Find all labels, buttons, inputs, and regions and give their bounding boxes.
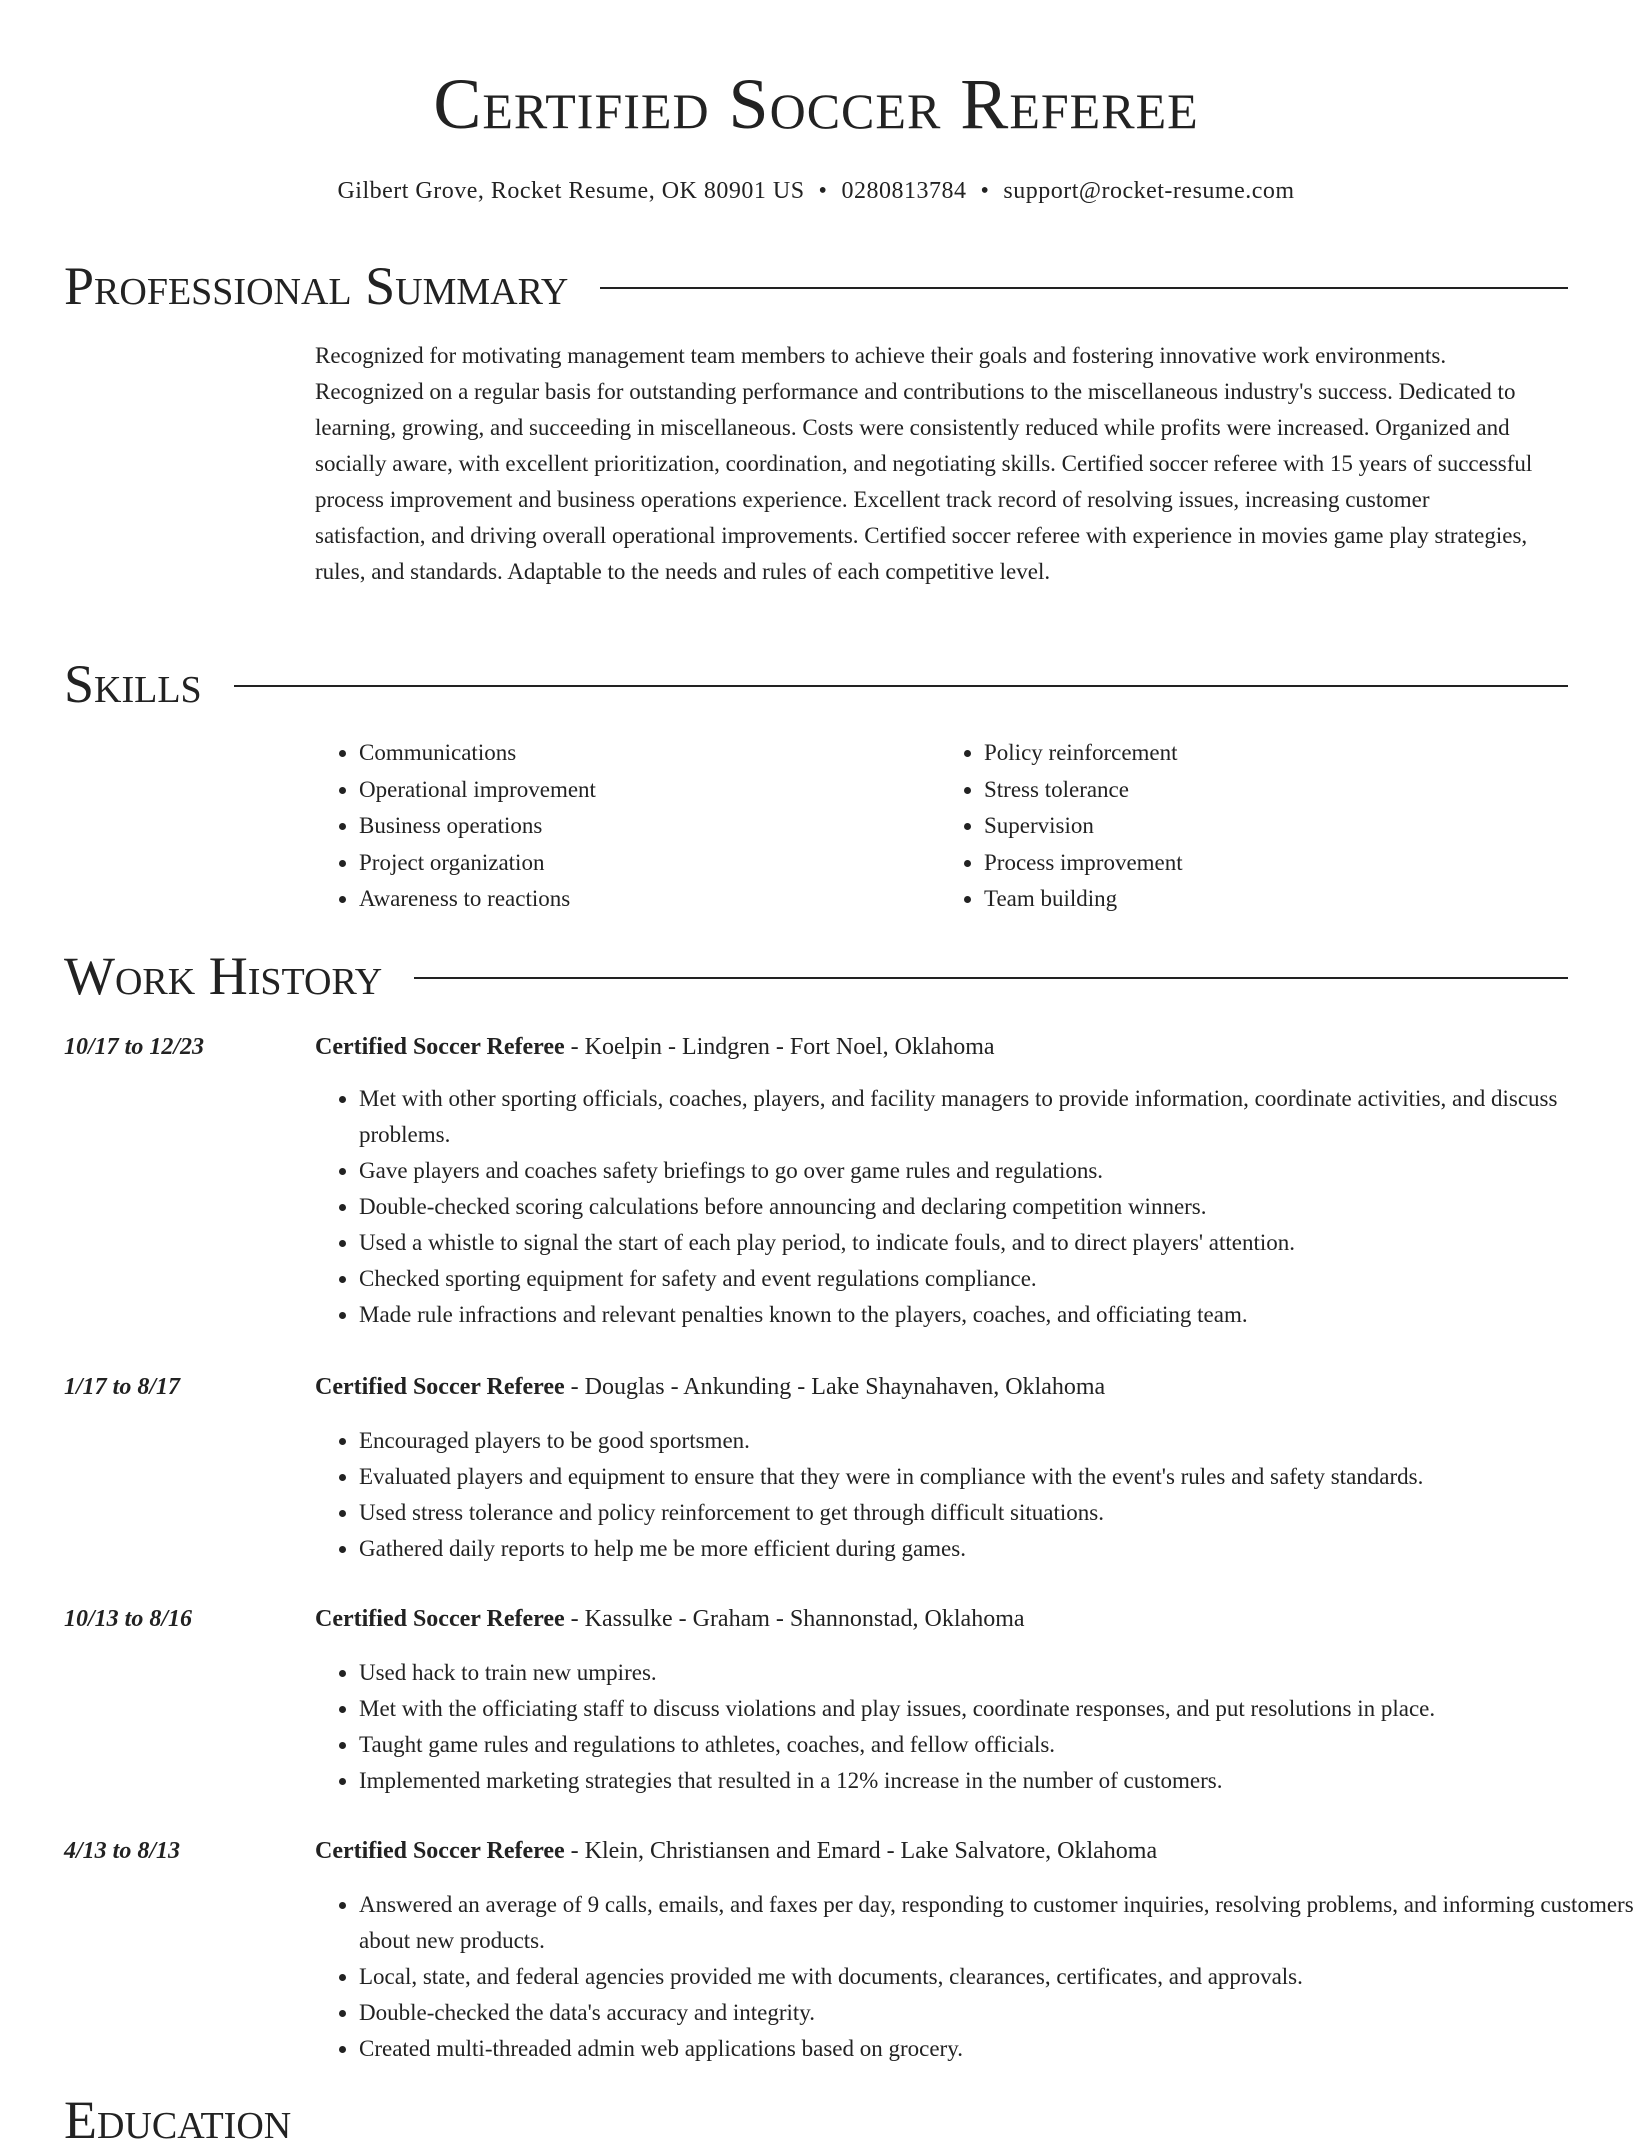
job-heading <box>315 1029 995 1065</box>
job-heading <box>315 1601 1025 1637</box>
job-role: Certified Soccer Referee <box>315 1606 565 1632</box>
job-dates: 4/13 to 8/13 <box>64 1838 181 1864</box>
job-bullet: • Answered an average of 9 calls, emails, and faxes per day, responding to customer inquiries, resolving problems, and informing customers about new products. <box>359 1887 1649 1959</box>
job-bullet: • Gave players and coaches safety briefings to go over game rules and regulations. <box>359 1153 1649 1189</box>
work-section-header <box>64 944 1568 1008</box>
job-bullet: • Used hack to train new umpires. <box>359 1655 1649 1691</box>
job-bullet: • Taught game rules and regulations to athletes, coaches, and fellow officials. <box>359 1727 1649 1763</box>
job-bullet: • Double-checked the data's accuracy and integrity. <box>359 1995 1649 2031</box>
skill-item: • Supervision <box>984 808 1565 845</box>
job-bullet: • Evaluated players and equipment to ensure that they were in compliance with the event's rules and safety standards. <box>359 1459 1649 1495</box>
job-role: Certified Soccer Referee <box>315 1838 565 1864</box>
job-bullets <box>315 1655 1649 1799</box>
skill-item: • Business operations <box>359 808 940 845</box>
summary-section-header <box>64 254 1568 318</box>
job-bullet: • Used stress tolerance and policy reinforcement to get through difficult situations. <box>359 1495 1649 1531</box>
contact-phone: 0280813784 <box>841 178 967 204</box>
contact-email: support@rocket-resume.com <box>1003 178 1295 204</box>
job-bullet: • Local, state, and federal agencies provided me with documents, clearances, certificates, and approvals. <box>359 1959 1649 1995</box>
job-bullets <box>315 1423 1649 1567</box>
contact-separator: • <box>818 178 828 204</box>
skill-item: • Operational improvement <box>359 772 940 809</box>
job-bullet: • Gathered daily reports to help me be more efficient during games. <box>359 1531 1649 1567</box>
skill-item: • Policy reinforcement <box>984 735 1565 772</box>
job-bullet: • Met with the officiating staff to discuss violations and play issues, coordinate responses, and put resolutions in place. <box>359 1691 1649 1727</box>
job-dates: 1/17 to 8/17 <box>64 1374 181 1400</box>
section-divider <box>414 977 1568 979</box>
job-bullet: • Double-checked scoring calculations before announcing and declaring competition winners. <box>359 1189 1649 1225</box>
skill-item: • Awareness to reactions <box>359 881 940 918</box>
section-divider <box>600 287 1568 289</box>
skills-list <box>315 735 1565 918</box>
section-divider <box>234 685 1568 687</box>
job-bullet: • Checked sporting equipment for safety and event regulations compliance. <box>359 1261 1649 1297</box>
skills-section-title: Skills <box>64 654 202 714</box>
job-heading <box>315 1369 1105 1405</box>
contact-address: Gilbert Grove, Rocket Resume, OK 80901 US <box>337 178 805 204</box>
job-role: Certified Soccer Referee <box>315 1374 565 1400</box>
skill-item: • Communications <box>359 735 940 772</box>
job-bullet: • Implemented marketing strategies that resulted in a 12% increase in the number of customers. <box>359 1763 1649 1799</box>
job-heading <box>315 1833 1157 1869</box>
work-section-title: Work History <box>64 946 383 1006</box>
resume-name: Certified Soccer Referee <box>433 64 1199 144</box>
skill-item: • Stress tolerance <box>984 772 1565 809</box>
summary-text: Recognized for motivating management team members to achieve their goals and fostering innovative work environments. Recognized on a regular basis for outstanding performance and contributions to the miscellaneous industry's success. Dedicated to learning, growing, and succeeding in miscellaneous. Costs were consistently reduced while profits were increased. Organized and socially aware, with excellent prioritization, coordination, and negotiating skills. Certified soccer referee with 15 years of successful process improvement and business operations experience. Excellent track record of resolving issues, increasing customer satisfaction, and driving overall operational improvements. Certified soccer referee with experience in movies game play strategies, rules, and standards. Adaptable to the needs and rules of each competitive level. <box>315 343 1533 584</box>
skill-item: • Team building <box>984 881 1565 918</box>
job-employer: - Kassulke - Graham - Shannonstad, Oklahoma <box>564 1606 1025 1632</box>
job-bullets <box>315 1887 1649 2067</box>
job-employer: - Douglas - Ankunding - Lake Shaynahaven, Oklahoma <box>564 1374 1106 1400</box>
education-section-title: Education <box>64 2090 292 2150</box>
job-bullet: • Made rule infractions and relevant penalties known to the players, coaches, and officiating team. <box>359 1297 1649 1333</box>
job-bullet: • Encouraged players to be good sportsmen. <box>359 1423 1649 1459</box>
contact-line <box>0 176 1632 206</box>
skills-column-right <box>940 735 1565 918</box>
job-bullets <box>315 1081 1649 1333</box>
skills-section-header <box>64 652 1568 716</box>
job-dates: 10/17 to 12/23 <box>64 1034 205 1060</box>
job-role: Certified Soccer Referee <box>315 1034 565 1060</box>
job-employer: - Klein, Christiansen and Emard - Lake Salvatore, Oklahoma <box>564 1838 1158 1864</box>
job-dates: 10/13 to 8/16 <box>64 1606 193 1632</box>
job-bullet: • Created multi-threaded admin web applications based on grocery. <box>359 2031 1649 2067</box>
summary-section-title: Professional Summary <box>64 256 569 316</box>
skill-item: • Process improvement <box>984 845 1565 882</box>
skills-column-left <box>315 735 940 918</box>
contact-separator: • <box>980 178 990 204</box>
job-bullet: • Used a whistle to signal the start of each play period, to indicate fouls, and to direct players' attention. <box>359 1225 1649 1261</box>
job-bullet: • Met with other sporting officials, coaches, players, and facility managers to provide information, coordinate activities, and discuss problems. <box>359 1081 1649 1153</box>
skill-item: • Project organization <box>359 845 940 882</box>
job-employer: - Koelpin - Lindgren - Fort Noel, Oklahoma <box>564 1034 995 1060</box>
